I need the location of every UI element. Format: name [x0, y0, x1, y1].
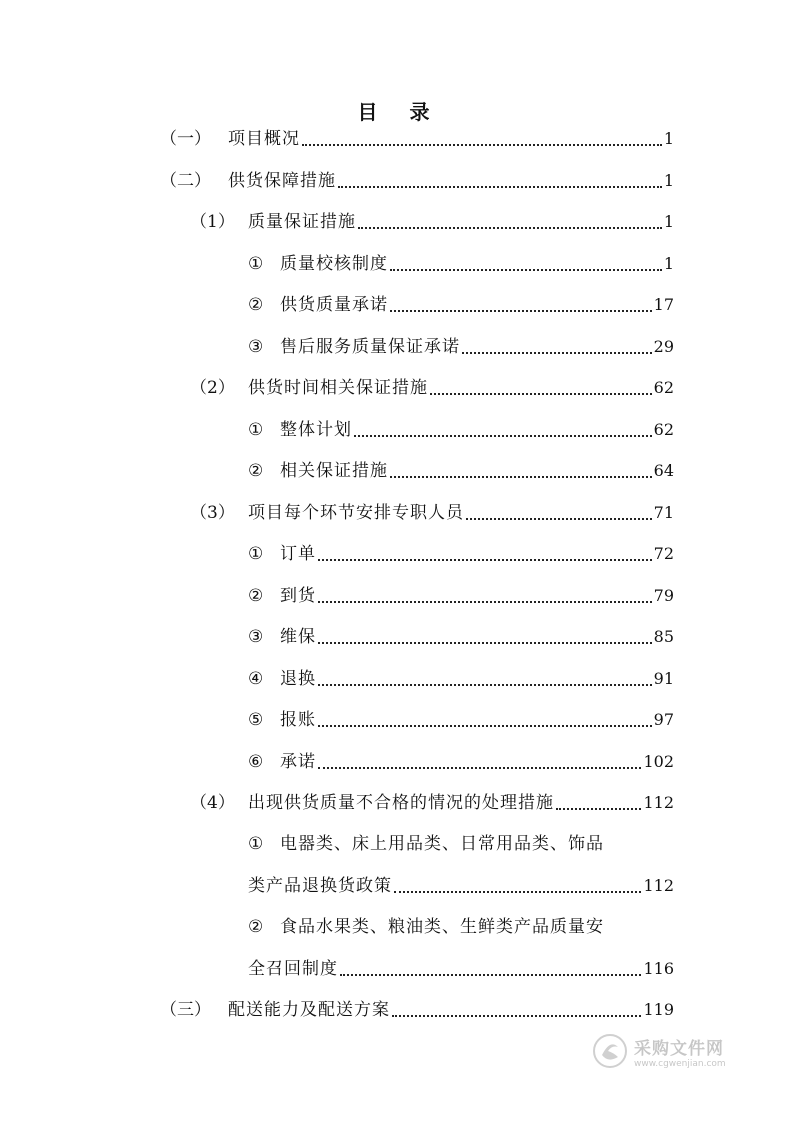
toc-page: 116 [643, 959, 674, 978]
toc-text: 售后服务质量保证承诺 [280, 337, 460, 357]
toc-text: 项目每个环节安排专职人员 [248, 503, 464, 523]
toc-entry[interactable] [248, 458, 674, 484]
toc-leader [358, 226, 662, 229]
toc-leader [318, 600, 652, 603]
toc-text: 供货质量承诺 [280, 295, 388, 315]
toc-text: 供货保障措施 [228, 171, 336, 191]
toc-page: 17 [653, 295, 674, 314]
toc-marker: （三） [160, 1000, 211, 1020]
toc-entry[interactable] [248, 873, 674, 899]
toc-text: 到货 [280, 586, 316, 606]
toc-leader [394, 890, 641, 893]
toc-leader [318, 683, 652, 686]
toc-entry[interactable] [160, 126, 674, 152]
toc-page: 112 [643, 876, 674, 895]
toc-entry[interactable] [190, 209, 674, 235]
toc-marker: ③ [248, 337, 264, 357]
toc-marker: （二） [160, 171, 211, 191]
toc-leader [390, 309, 652, 312]
toc-text: 订单 [280, 544, 316, 564]
toc-text: 配送能力及配送方案 [228, 1000, 390, 1020]
toc-leader [318, 766, 641, 769]
toc-page: 72 [653, 544, 674, 563]
toc-page: 71 [653, 503, 674, 522]
toc-text: 质量校核制度 [280, 254, 388, 274]
toc-entry[interactable] [160, 997, 674, 1023]
watermark [592, 1030, 752, 1072]
toc-marker: （2） [190, 378, 235, 398]
toc-marker: ② [248, 917, 264, 937]
toc-leader [302, 143, 662, 146]
toc-marker: ② [248, 586, 264, 606]
toc-entry[interactable] [190, 500, 674, 526]
cgwenjian-logo-icon [592, 1033, 628, 1069]
toc-entry[interactable] [248, 583, 674, 609]
toc-entry[interactable] [160, 168, 674, 194]
toc-text: 电器类、床上用品类、日常用品类、饰品 [280, 834, 604, 854]
toc-text: 退换 [280, 669, 316, 689]
toc-page: 29 [653, 337, 674, 356]
toc-marker: ② [248, 295, 264, 315]
toc-page: 1 [663, 254, 674, 273]
toc-leader [318, 641, 652, 644]
toc-text: 食品水果类、粮油类、生鲜类产品质量安 [280, 917, 604, 937]
toc-marker: ④ [248, 669, 264, 689]
toc-leader [318, 724, 652, 727]
toc-text: 出现供货质量不合格的情况的处理措施 [248, 793, 554, 813]
toc-leader [462, 351, 652, 354]
toc-page: 1 [663, 171, 674, 190]
toc-leader [340, 973, 641, 976]
toc-page: 79 [653, 586, 674, 605]
toc-marker: （一） [160, 129, 211, 149]
toc-page: 1 [663, 212, 674, 231]
toc-text: 供货时间相关保证措施 [248, 378, 428, 398]
toc-entry[interactable] [248, 541, 674, 567]
toc-entry[interactable] [190, 790, 674, 816]
toc-marker: ② [248, 461, 264, 481]
toc-entry[interactable] [190, 375, 674, 401]
toc-entry[interactable] [248, 956, 674, 982]
toc-entry[interactable] [248, 666, 674, 692]
toc-page: 62 [653, 420, 674, 439]
toc-marker: ① [248, 420, 264, 440]
toc-page: 97 [653, 710, 674, 729]
toc-text: 整体计划 [280, 420, 352, 440]
toc-leader [354, 434, 652, 437]
toc-leader [390, 475, 652, 478]
toc-marker: （4） [190, 793, 235, 813]
toc-entry[interactable] [248, 707, 674, 733]
toc-leader [556, 807, 641, 810]
toc-text: 类产品退换货政策 [248, 876, 392, 896]
toc-text: 承诺 [280, 752, 316, 772]
toc-text: 维保 [280, 627, 316, 647]
watermark-text [634, 1034, 726, 1069]
toc-leader [390, 268, 662, 271]
toc-entry[interactable] [248, 624, 674, 650]
toc-page: 102 [643, 752, 674, 771]
toc-marker: （3） [190, 503, 235, 523]
toc-entry-wrapped-first[interactable] [248, 914, 674, 940]
toc-text: 全召回制度 [248, 959, 338, 979]
toc-leader [392, 1014, 641, 1017]
watermark-sub: www.cgwenjian.com [634, 1058, 726, 1069]
toc-marker: ⑤ [248, 710, 264, 730]
toc-page: 85 [653, 627, 674, 646]
toc-leader [338, 185, 662, 188]
toc-marker: ⑥ [248, 752, 264, 772]
toc-page: 62 [653, 378, 674, 397]
toc-page: 119 [643, 1000, 674, 1019]
toc-entry[interactable] [248, 417, 674, 443]
toc-leader [430, 392, 652, 395]
toc-entry[interactable] [248, 251, 674, 277]
toc-text: 报账 [280, 710, 316, 730]
toc-marker: ③ [248, 627, 264, 647]
toc-marker: （1） [190, 212, 235, 232]
toc-marker: ① [248, 254, 264, 274]
toc-marker: ① [248, 544, 264, 564]
toc-text: 质量保证措施 [248, 212, 356, 232]
toc-entry[interactable] [248, 749, 674, 775]
toc-page: 64 [653, 461, 674, 480]
toc-page: 112 [643, 793, 674, 812]
toc-entry-wrapped-first[interactable] [248, 831, 674, 857]
toc-page: 91 [653, 669, 674, 688]
toc-leader [466, 517, 652, 520]
watermark-main: 采购文件网 [634, 1038, 724, 1059]
toc-leader [318, 558, 652, 561]
toc-page: 1 [663, 129, 674, 148]
toc-text: 相关保证措施 [280, 461, 388, 481]
toc-title: 目 录 [357, 100, 436, 124]
toc-marker: ① [248, 834, 264, 854]
toc-text: 项目概况 [228, 129, 300, 149]
toc-entry[interactable] [248, 334, 674, 360]
toc-entry[interactable] [248, 292, 674, 318]
